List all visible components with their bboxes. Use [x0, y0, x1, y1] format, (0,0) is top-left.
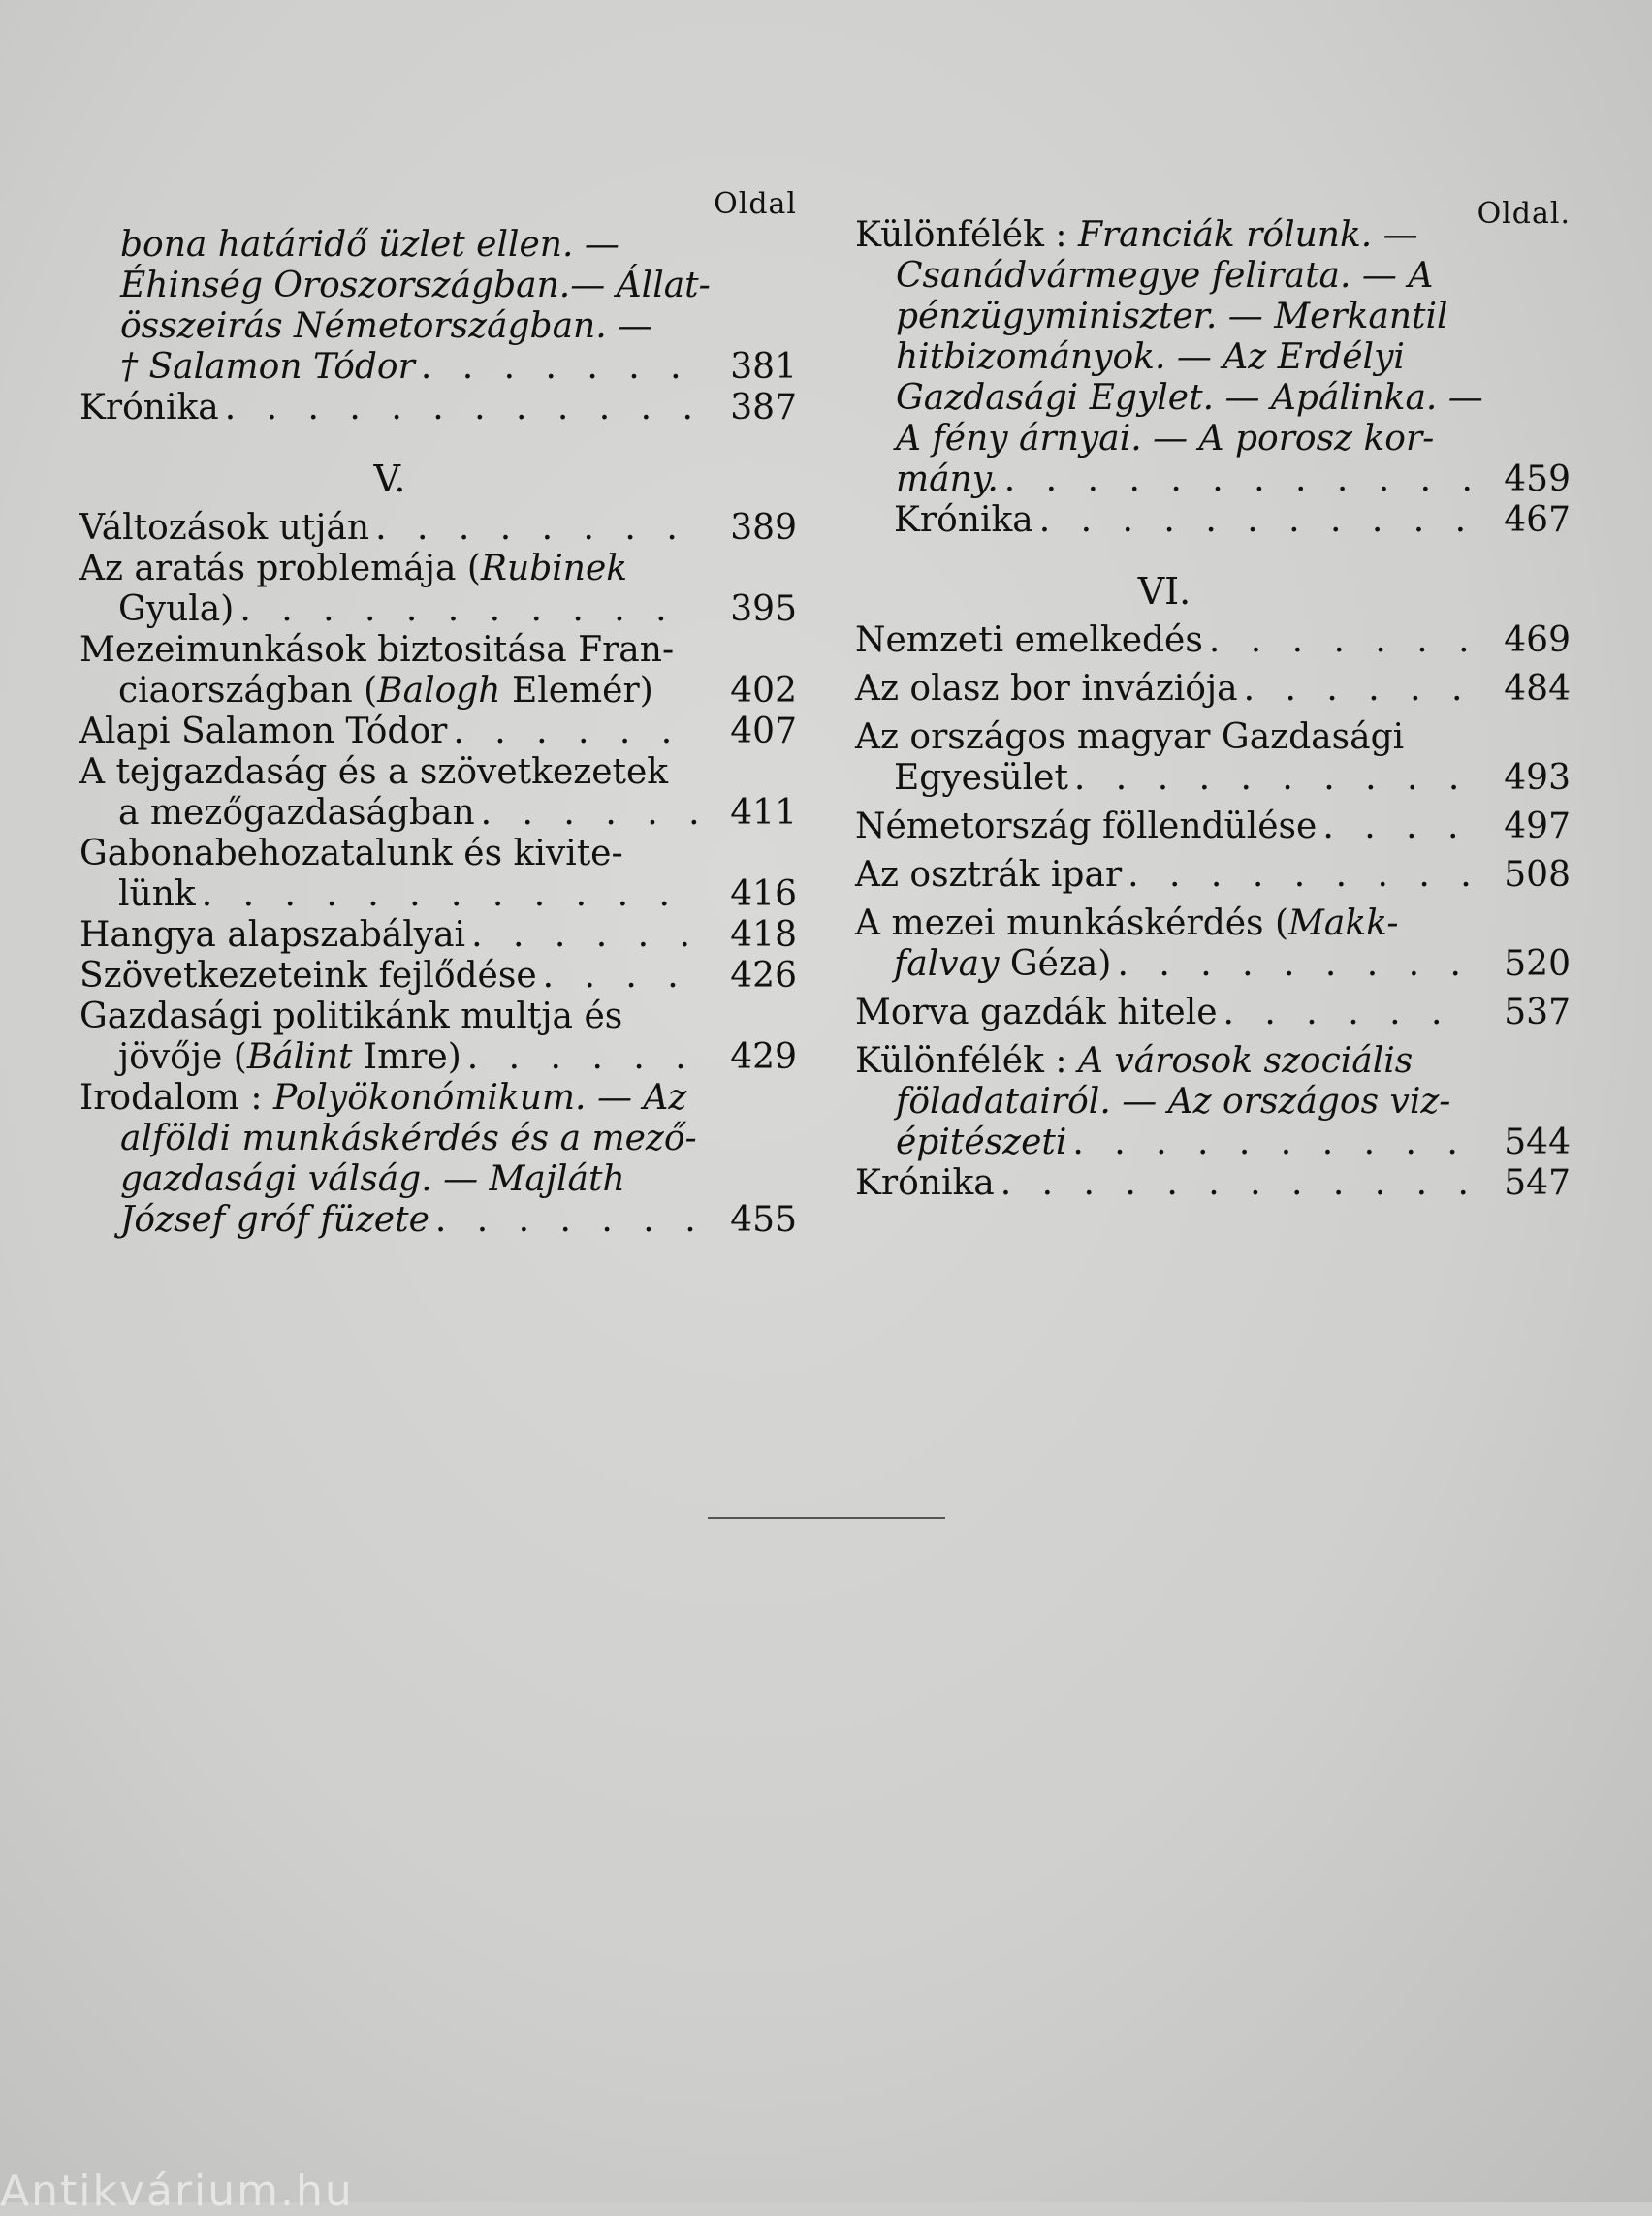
toc-entry — [79, 225, 797, 388]
entry-line: összeirás Németországban. — — [120, 306, 653, 346]
leader-dots — [1122, 855, 1474, 896]
toc-entry — [79, 1078, 797, 1241]
page-number: 429 — [730, 1037, 797, 1077]
leader-dots — [537, 956, 700, 997]
toc-entry — [79, 630, 797, 712]
leader-dots — [1068, 758, 1474, 799]
entry-line: mány. — [896, 459, 999, 499]
toc-entry — [79, 752, 797, 834]
toc-entry — [855, 1041, 1571, 1163]
page-number: 402 — [730, 671, 797, 711]
entry-line: épitészeti — [896, 1123, 1067, 1162]
author-name: falvay — [894, 944, 1000, 984]
entry-title: Hangya alapszabályai — [79, 915, 466, 955]
page-number: 381 — [730, 347, 797, 387]
entry-line: A tejgazdaság és a szövetkezetek — [79, 752, 669, 792]
page-number: 426 — [730, 956, 797, 996]
entry-title: Krónika — [79, 388, 219, 427]
entry-line: bona határidő üzlet ellen. — — [120, 225, 620, 265]
entry-line: hitbizományok. — Az Erdélyi — [896, 337, 1405, 377]
leader-dots — [475, 793, 700, 834]
leader-dots — [1203, 620, 1474, 661]
entry-line: József gróf füzete — [120, 1200, 429, 1240]
page-number: 395 — [730, 589, 797, 629]
leader-dots — [1066, 1123, 1474, 1163]
entry-title: Az olasz bor inváziója — [855, 669, 1238, 709]
entry-line — [855, 903, 1571, 944]
section-heading: VI. — [1137, 570, 1191, 613]
leader-dots — [465, 915, 700, 956]
entry-text: Imre) — [352, 1037, 461, 1077]
entry-text: ciaországban ( — [118, 671, 378, 711]
entry-text: Géza) — [999, 944, 1112, 984]
entry-line: Mezeimunkások biztositása Fran- — [79, 630, 675, 670]
entry-text: Elemér) — [500, 671, 653, 711]
entry-line: Gyula) — [118, 589, 235, 629]
watermark: Antikvárium.hu — [0, 2167, 354, 2216]
leader-dots — [369, 508, 700, 549]
page-number: 484 — [1504, 669, 1571, 709]
toc-entry — [855, 807, 1571, 847]
leader-dots — [995, 1163, 1474, 1204]
entry-line: † Salamon Tódor — [120, 347, 415, 387]
entry-line: Gabonabehozatalunk és kivite- — [79, 834, 623, 873]
toc-entry — [79, 508, 797, 549]
entry-text: Franciák rólunk. — — [1077, 215, 1418, 255]
toc-entry — [855, 1163, 1571, 1204]
page-number: 537 — [1504, 993, 1571, 1032]
entry-line: Éhinség Oroszországban.— Állat- — [120, 266, 711, 305]
leader-dots — [999, 459, 1474, 500]
toc-entry — [855, 669, 1571, 710]
entry-line: A fény árnyai. — A porosz kor- — [896, 419, 1435, 459]
entry-title: Az osztrák ipar — [855, 855, 1123, 895]
leader-dots — [415, 347, 700, 388]
author-name: Bálint — [246, 1037, 353, 1077]
entry-text: Az aratás problemája ( — [79, 549, 481, 588]
entry-line — [118, 1037, 461, 1078]
entry-title: Németország föllendülése — [855, 807, 1318, 846]
entry-title: Krónika — [894, 500, 1033, 540]
entry-text: jövője ( — [118, 1037, 247, 1077]
leader-dots — [219, 388, 700, 428]
leader-dots — [1317, 807, 1474, 847]
page-number: 387 — [730, 388, 797, 427]
toc-entry — [79, 712, 797, 752]
entry-title: Nemzeti emelkedés — [855, 620, 1203, 660]
toc-entry — [79, 834, 797, 915]
toc-entry — [79, 956, 797, 997]
closing-rule — [708, 1517, 945, 1519]
entry-text: Irodalom : — [79, 1078, 273, 1118]
leader-dots — [461, 1037, 700, 1078]
page-number: 459 — [1504, 459, 1571, 499]
right-column — [855, 184, 1571, 1204]
entry-title: Változások utján — [79, 508, 370, 548]
page-number: 467 — [1504, 500, 1571, 540]
page-number: 407 — [730, 712, 797, 751]
author-name: Makk- — [1288, 903, 1399, 943]
toc-entry — [855, 855, 1571, 896]
page-number: 520 — [1504, 944, 1571, 984]
page-number: 547 — [1504, 1163, 1571, 1203]
entry-line: a mezőgazdaságban — [118, 793, 475, 833]
page-number: 493 — [1504, 758, 1571, 798]
entry-title: Alapi Salamon Tódor — [79, 712, 448, 751]
left-column — [79, 184, 797, 1241]
page-number: 508 — [1504, 855, 1571, 895]
entry-title: Szövetkezeteink fejlődése — [79, 956, 537, 996]
leader-dots — [1238, 669, 1474, 710]
page-number: 411 — [730, 793, 797, 833]
entry-line — [79, 1078, 797, 1119]
page-number: 497 — [1504, 807, 1571, 846]
entry-line: lünk — [118, 874, 196, 914]
entry-text: Polyökonómikum. — Az — [272, 1078, 687, 1118]
entry-line: alföldi munkáskérdés és a mező- — [120, 1119, 697, 1158]
leader-dots — [447, 712, 700, 752]
leader-dots — [429, 1200, 700, 1241]
page-number: 469 — [1504, 620, 1571, 660]
toc-entry — [79, 549, 797, 630]
page-number: 418 — [730, 915, 797, 955]
entry-line — [855, 215, 1571, 256]
entry-line: Csanádvármegye felirata. — A — [896, 256, 1434, 296]
page-number: 416 — [730, 874, 797, 914]
toc-entry — [855, 717, 1571, 799]
entry-line — [855, 1041, 1571, 1082]
toc-entry — [855, 903, 1571, 985]
author-name: Rubinek — [480, 549, 628, 588]
entry-line — [118, 671, 653, 712]
leader-dots — [234, 589, 700, 630]
entry-line — [894, 944, 1111, 985]
entry-line — [79, 549, 797, 589]
entry-line: föladatairól. — Az országos viz- — [896, 1082, 1451, 1122]
leader-dots — [196, 874, 700, 915]
page-number: 544 — [1504, 1123, 1571, 1162]
entry-text: Különfélék : — [855, 215, 1078, 255]
page-number: 389 — [730, 508, 797, 548]
leader-dots — [1111, 944, 1474, 985]
toc-entry — [855, 993, 1571, 1033]
entry-text: Különfélék : — [855, 1041, 1078, 1081]
page-column-header: Oldal — [714, 187, 797, 221]
page-number: 455 — [730, 1200, 797, 1240]
author-name: Balogh — [377, 671, 501, 711]
leader-dots — [1218, 993, 1474, 1033]
entry-title: Krónika — [855, 1163, 995, 1203]
entry-line: Gazdasági Egylet. — Apálinka. — — [896, 378, 1483, 418]
entry-line: Gazdasági politikánk multja és — [79, 997, 623, 1036]
entry-line: gazdasági válság. — Majláth — [120, 1159, 625, 1199]
entry-line: Az országos magyar Gazdasági — [855, 717, 1405, 757]
toc-entry — [855, 215, 1571, 500]
entry-text: A mezei munkáskérdés ( — [855, 903, 1289, 943]
leader-dots — [1033, 500, 1474, 541]
section-heading: V. — [373, 458, 406, 500]
page-column-header: Oldal. — [1477, 197, 1571, 231]
toc-entry — [855, 500, 1571, 541]
toc-entry — [79, 915, 797, 956]
entry-line: pénzügyminiszter. — Merkantil — [896, 297, 1448, 336]
entry-text: A városok szociális — [1077, 1041, 1414, 1081]
toc-entry — [79, 388, 797, 428]
toc-entry — [855, 620, 1571, 661]
toc-entry — [79, 997, 797, 1078]
entry-line: Egyesület — [894, 758, 1068, 798]
entry-title: Morva gazdák hitele — [855, 993, 1218, 1032]
